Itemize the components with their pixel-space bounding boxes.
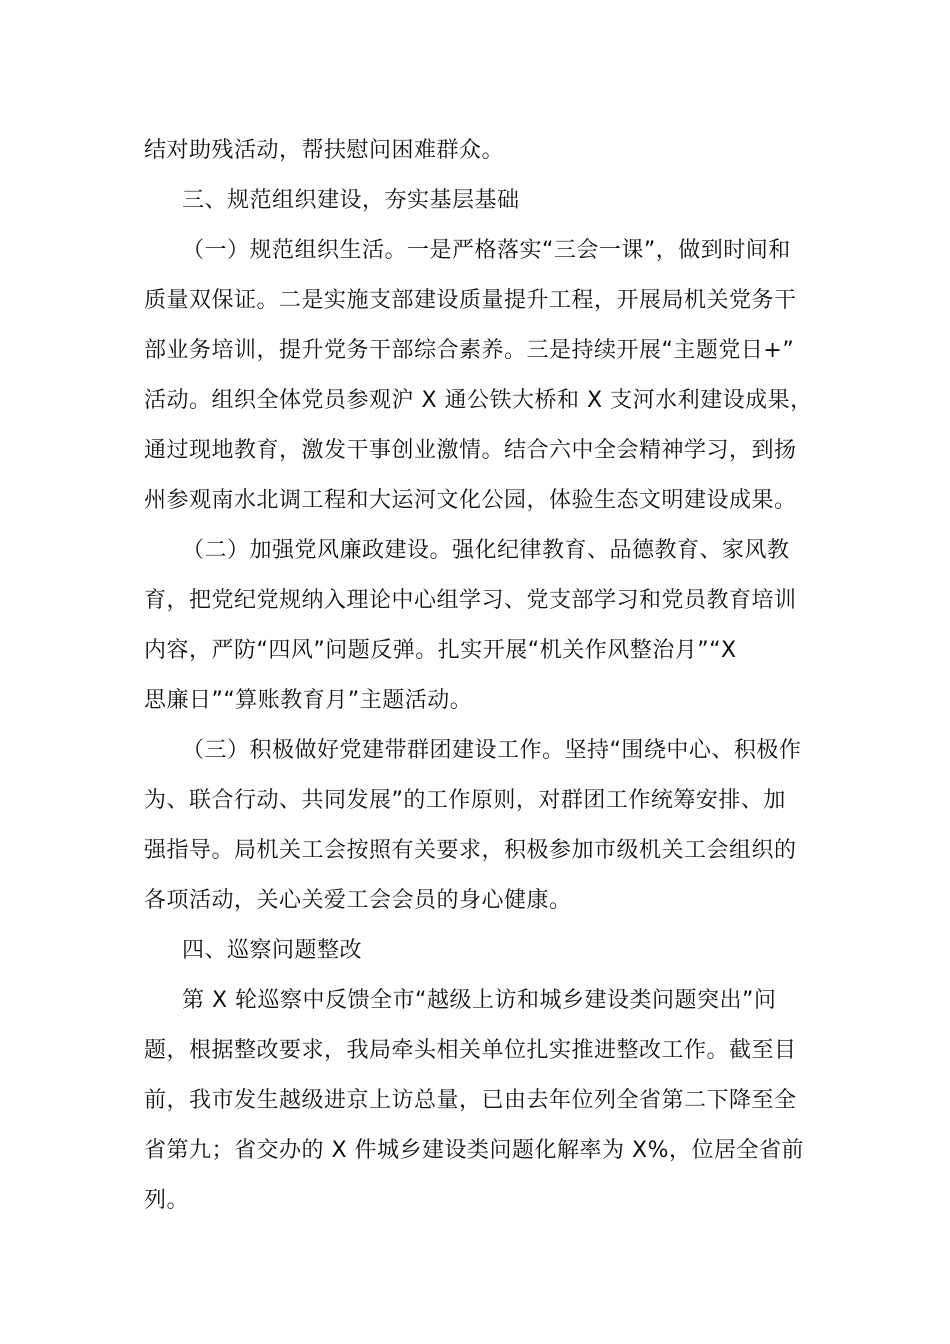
paragraph-line: 为、联合行动、共同发展”的工作原则，对群团工作统筹安排、加 [144, 788, 786, 813]
paragraph-line: 质量双保证。二是实施支部建设质量提升工程，开展局机关党务干 [144, 288, 797, 313]
paragraph-line: 育，把党纪党规纳入理论中心组学习、党支部学习和党员教育培训 [144, 588, 797, 613]
paragraph-line: 列。 [144, 1188, 190, 1213]
paragraph-line: 强指导。局机关工会按照有关要求，积极参加市级机关工会组织的 [144, 838, 797, 863]
section-heading: 四、巡察问题整改 [182, 938, 363, 963]
paragraph-line: （三）积极做好党建带群团建设工作。坚持“围绕中心、积极作 [182, 738, 802, 763]
paragraph-line: 州参观南水北调工程和大运河文化公园，体验生态文明建设成果。 [144, 488, 797, 513]
paragraph-line: （二）加强党风廉政建设。强化纪律教育、品德教育、家风教 [182, 538, 790, 563]
paragraph-line: 结对助残活动，帮扶慰问困难群众。 [144, 138, 505, 163]
paragraph-line: 通过现地教育，激发干事创业激情。结合六中全会精神学习，到扬 [144, 438, 797, 463]
paragraph-line: 思廉日”“算账教育月”主题活动。 [144, 688, 473, 713]
paragraph-line: 内容，严防“四风”问题反弹。扎实开展“机关作风整治月”“X [144, 638, 737, 663]
paragraph-line: 前，我市发生越级进京上访总量，已由去年位列全省第二下降至全 [144, 1088, 797, 1113]
paragraph-line: （一）规范组织生活。一是严格落实“三会一课”，做到时间和 [182, 238, 791, 263]
section-heading: 三、规范组织建设，夯实基层基础 [182, 188, 520, 213]
paragraph-line: 部业务培训，提升党务干部综合素养。三是持续开展“主题党日+” [144, 338, 795, 363]
paragraph-line: 省第九；省交办的 X 件城乡建设类问题化解率为 X%，位居全省前 [144, 1138, 805, 1163]
paragraph-line: 题，根据整改要求，我局牵头相关单位扎实推进整改工作。截至目 [144, 1038, 797, 1063]
paragraph-line: 活动。组织全体党员参观沪 X 通公铁大桥和 X 支河水利建设成果， [144, 388, 813, 413]
paragraph-line: 第 X 轮巡察中反馈全市“越级上访和城乡建设类问题突出”问 [182, 988, 777, 1013]
paragraph-line: 各项活动，关心关爱工会会员的身心健康。 [144, 888, 572, 913]
